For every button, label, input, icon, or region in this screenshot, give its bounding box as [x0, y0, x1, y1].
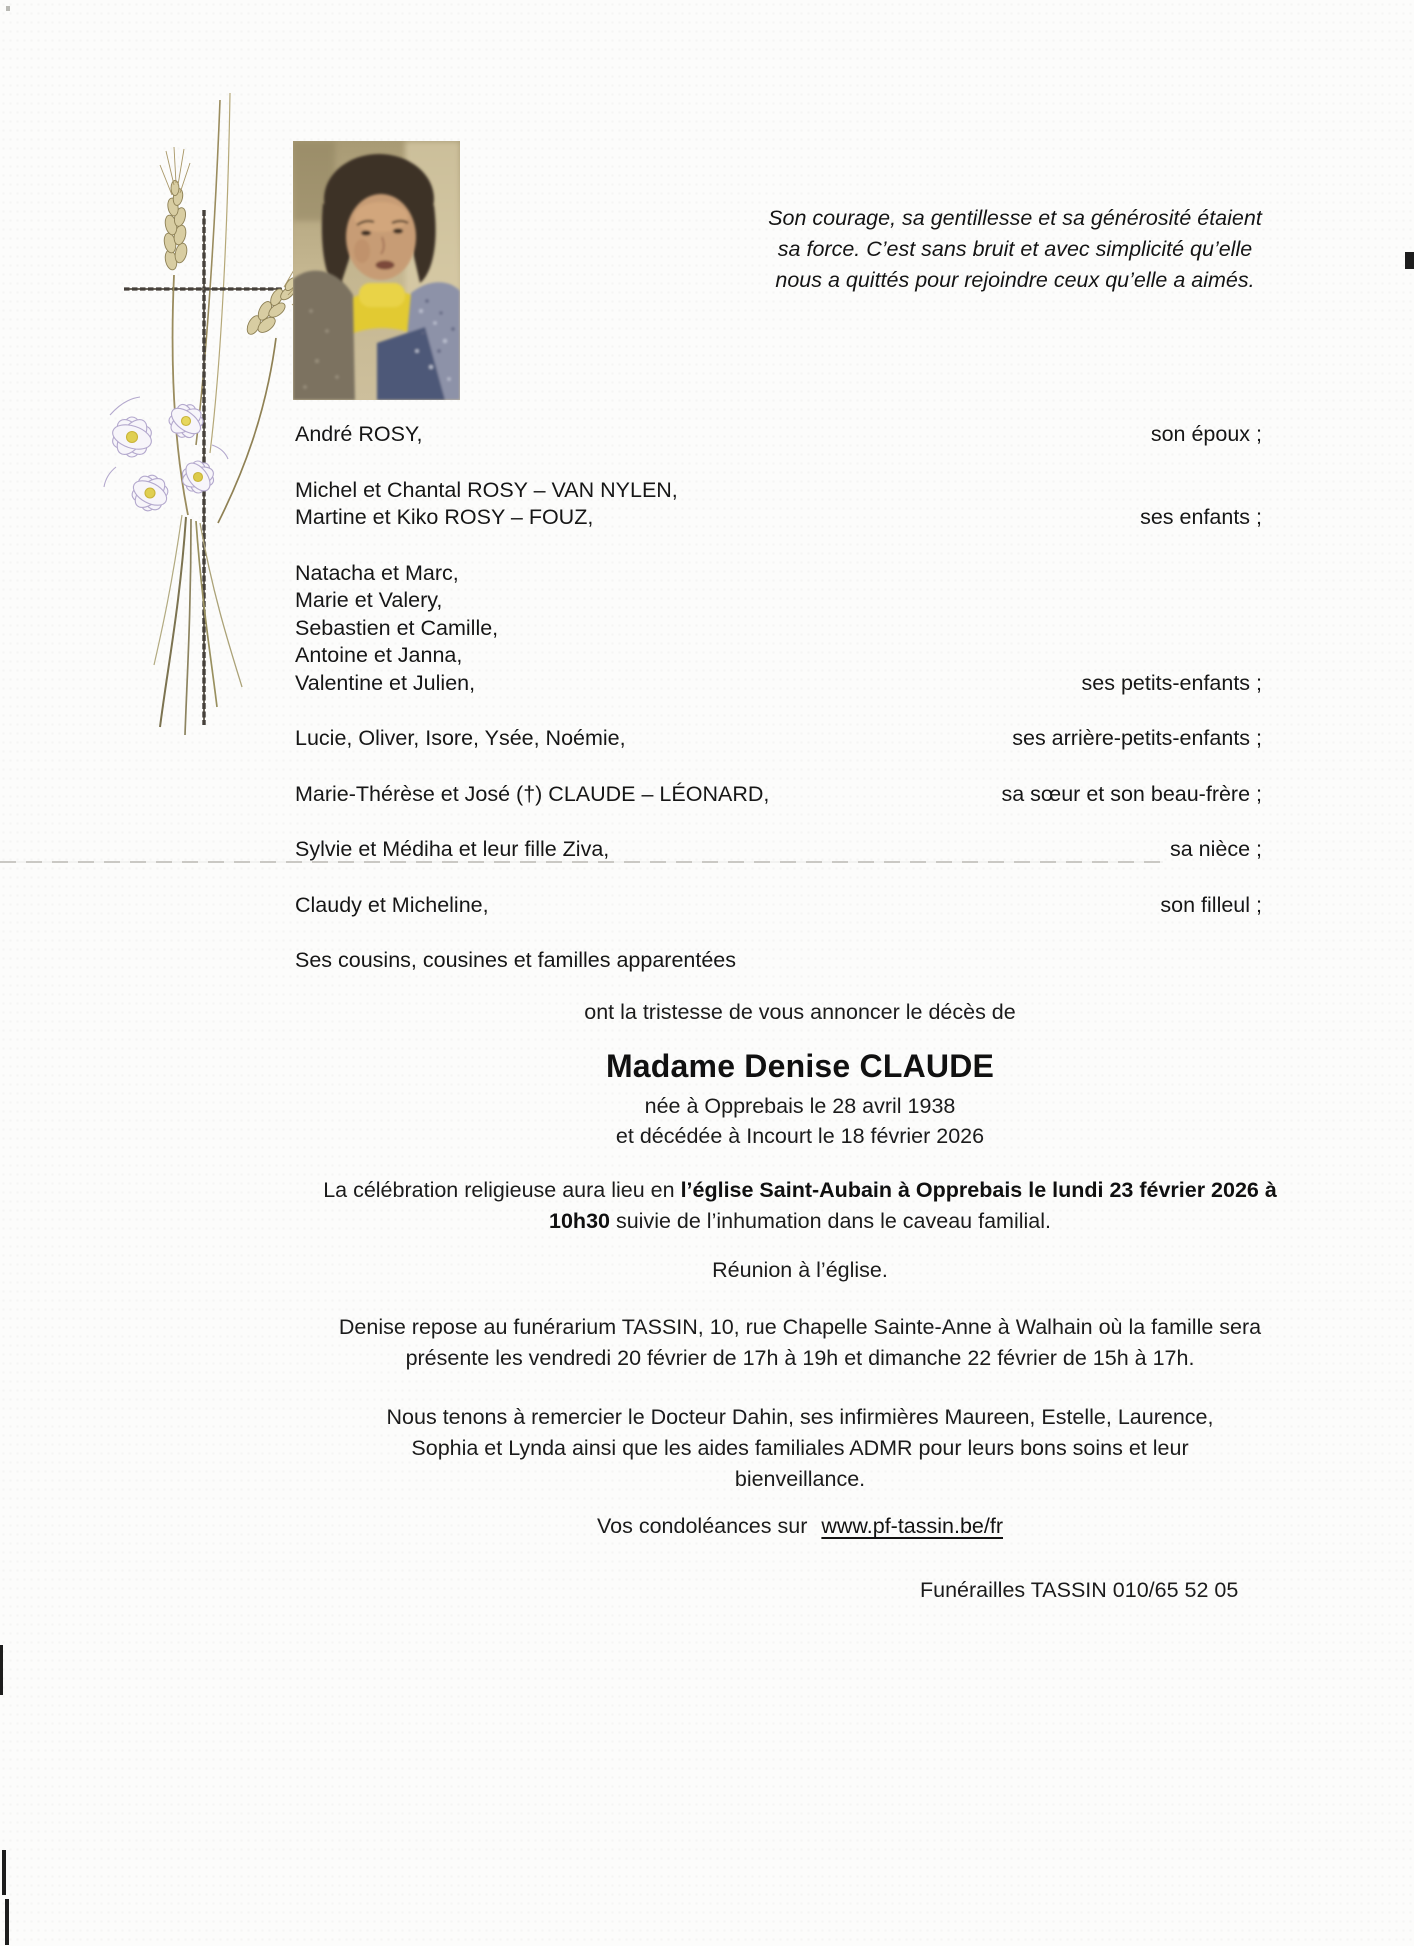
ceremony-bold-text: l’église Saint-Aubain à Opprebais le lundi 23 février 2026 à 10h30 — [549, 1178, 1277, 1233]
scan-artifact-left-edge — [2, 1850, 6, 1895]
scan-artifact-left-edge — [5, 1899, 9, 1945]
flower-icon — [104, 397, 228, 514]
family-group-godson — [295, 892, 1262, 920]
family-name-line: Claudy et Micheline, — [295, 892, 489, 917]
family-relation: sa sœur et son beau-frère ; — [1001, 781, 1262, 806]
family-group-sister — [295, 781, 1262, 809]
family-name-line: Marie et Valery, — [295, 588, 443, 612]
family-group-children — [295, 477, 1262, 532]
portrait-photo — [293, 141, 460, 400]
epitaph-line: nous a quittés pour rejoindre ceux qu’elle a aimés. — [775, 268, 1255, 292]
wheat-ear-icon — [160, 147, 190, 515]
family-relation: son filleul ; — [1160, 892, 1262, 917]
cross-wheat-illustration — [70, 85, 310, 745]
scan-artifact-top-left-dot — [6, 6, 10, 11]
family-group-niece — [295, 836, 1262, 864]
family-relation: ses arrière-petits-enfants ; — [1012, 726, 1262, 750]
thanks-paragraph: Nous tenons à remercier le Docteur Dahin, ses infirmières Maureen, Estelle, Laurence, Sophia et Lynda ainsi que les aides familiales ADMR pour leurs bons soins et leur bienveillance. — [386, 1405, 1214, 1491]
reunion-line: Réunion à l’église. — [712, 1258, 888, 1282]
family-name-line: Valentine et Julien, — [295, 670, 476, 695]
family-name-line: Antoine et Janna, — [295, 643, 463, 667]
scan-artifact-left-edge — [0, 1645, 3, 1695]
epitaph-line: Son courage, sa gentillesse et sa générosité étaient — [768, 206, 1262, 230]
family-group-great-grandchildren — [295, 725, 1262, 753]
family-name-line: Sylvie et Médiha et leur fille Ziva, — [295, 837, 610, 861]
deceased-death-line: et décédée à Incourt le 18 février 2026 — [615, 1124, 985, 1148]
repose-paragraph: Denise repose au funérarium TASSIN, 10, rue Chapelle Sainte-Anne à Walhain où la famille sera présente les vendredi 20 février de 17h à 19h et dimanche 22 février de 15h à 17h. — [338, 1315, 1262, 1370]
ceremony-paragraph — [310, 1175, 1290, 1237]
deceased-name: Madame Denise CLAUDE — [605, 1048, 995, 1084]
family-group-cousins — [295, 947, 1262, 975]
family-name-line: Lucie, Oliver, Isore, Ysée, Noémie, — [295, 726, 626, 750]
family-relation: ses enfants ; — [1140, 505, 1262, 529]
epitaph — [730, 203, 1300, 296]
family-relation: son époux ; — [1150, 422, 1262, 446]
scan-artifact-right-edge — [1405, 252, 1414, 269]
family-name-line: Michel et Chantal ROSY – VAN NYLEN, — [295, 477, 678, 502]
epitaph-line: sa force. C’est sans bruit et avec simplicité qu’elle — [777, 237, 1253, 261]
funeral-home-line: Funérailles TASSIN 010/65 52 05 — [920, 1578, 1239, 1602]
family-name-line: Marie-Thérèse et José (†) CLAUDE – LÉONARD, — [295, 781, 770, 806]
scan-divider-line — [0, 861, 1163, 863]
announcement-line: ont la tristesse de vous annoncer le décès de — [584, 1000, 1016, 1024]
deceased-birth-line: née à Opprebais le 28 avril 1938 — [644, 1094, 956, 1118]
family-group-grandchildren — [295, 560, 1262, 698]
family-relation: ses petits-enfants ; — [1081, 670, 1262, 695]
family-name-line: Ses cousins, cousines et familles apparentées — [295, 948, 736, 972]
family-list — [295, 421, 1262, 1003]
face — [346, 194, 416, 280]
condolences-label: Vos condoléances sur — [597, 1514, 808, 1538]
family-relation: sa nièce ; — [1169, 837, 1262, 861]
family-name-line: André ROSY, — [295, 422, 423, 446]
ceremony-text: suivie de l’inhumation dans le caveau familial. — [609, 1209, 1051, 1233]
family-name-line: Sebastien et Camille, — [295, 615, 499, 640]
family-name-line: Natacha et Marc, — [295, 560, 459, 585]
family-group-spouse — [295, 421, 1262, 449]
family-name-line: Martine et Kiko ROSY – FOUZ, — [295, 505, 594, 529]
condolences-line — [597, 1514, 1003, 1539]
ceremony-text: La célébration religieuse aura lieu en — [323, 1178, 681, 1202]
condolences-link[interactable]: www.pf-tassin.be/fr — [821, 1514, 1003, 1538]
